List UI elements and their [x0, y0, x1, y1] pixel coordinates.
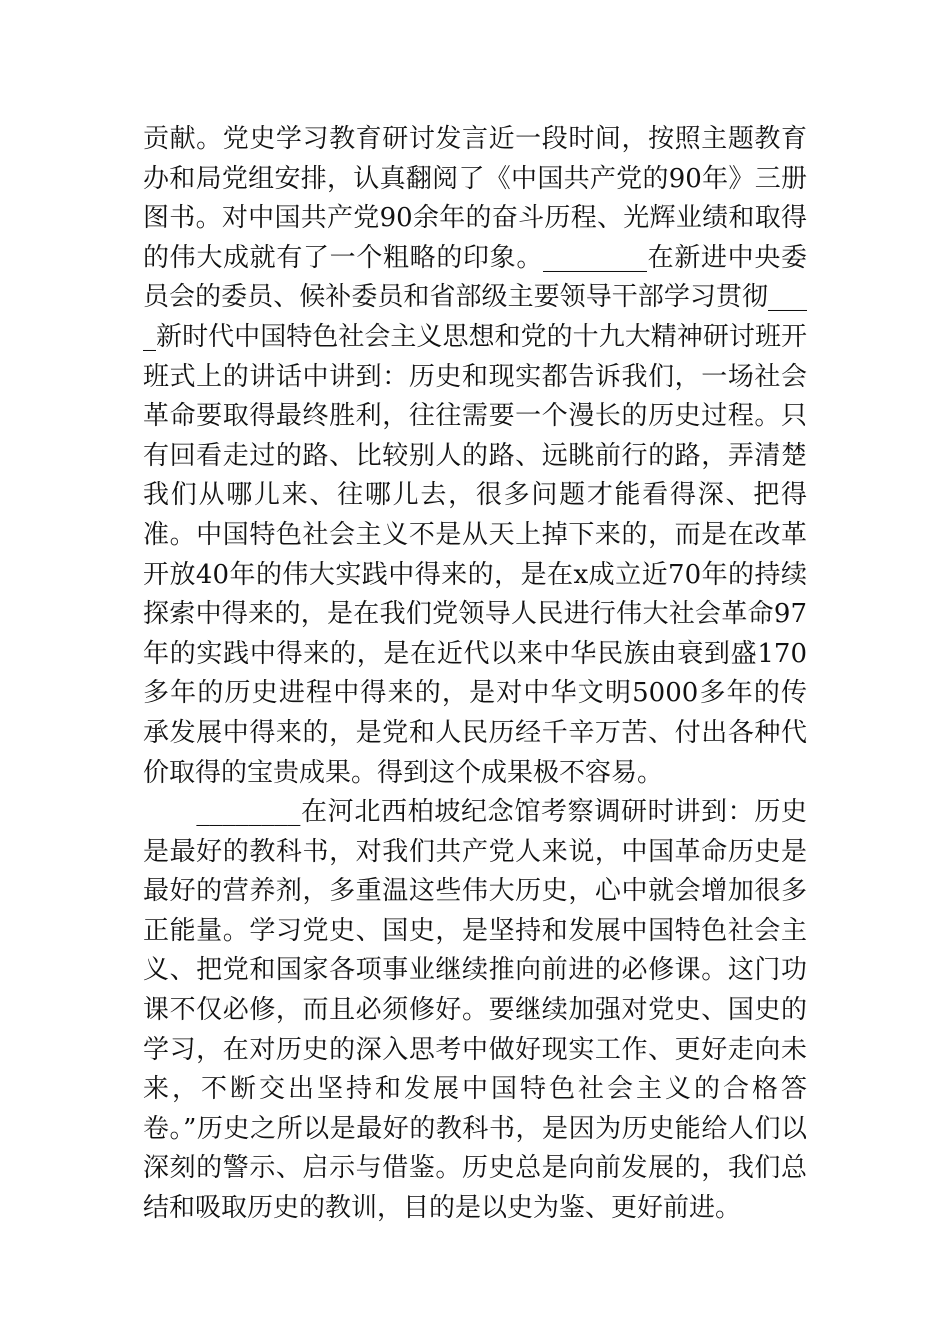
document-body [143, 120, 807, 1229]
paragraph-2: ________在河北西柏坡纪念馆考察调研时讲到：历史是最好的教科书，对我们共产党人来说，中国革命历史是最好的营养剂，多重温这些伟大历史，心中就会增加很多正能量。学习党史、国史，是坚持和发展中国特色社会主义、把党和国家各项事业继续推向前进的必修课。这门功课不仅必修，而且必须修好。要继续加强对党史、国史的学习，在对历史的深入思考中做好现实工作、更好走向未来，不断交出坚持和发展中国特色社会主义的合格答卷。”历史之所以是最好的教科书，是因为历史能给人们以深刻的警示、启示与借鉴。历史总是向前发展的，我们总结和吸取历史的教训，目的是以史为鉴、更好前进。 [143, 797, 807, 1224]
paragraph-1: 贡献。党史学习教育研讨发言近一段时间，按照主题教育办和局党组安排，认真翻阅了《中国共产党的90年》三册图书。对中国共产党90余年的奋斗历程、光辉业绩和取得的伟大成就有了一个粗略的印象。________在新进中央委员会的委员、候补委员和省部级主要领导干部学习贯彻____新时代中国特色社会主义思想和党的十九大精神研讨班开班式上的讲话中讲到：历史和现实都告诉我们，一场社会革命要取得最终胜利，往往需要一个漫长的历史过程。只有回看走过的路、比较别人的路、远眺前行的路，弄清楚我们从哪儿来、往哪儿去，很多问题才能看得深、把得准。中国特色社会主义不是从天上掉下来的，而是在改革开放40年的伟大实践中得来的，是在x成立近70年的持续探索中得来的，是在我们党领导人民进行伟大社会革命97年的实践中得来的，是在近代以来中华民族由衰到盛170多年的历史进程中得来的，是对中华文明5000多年的传承发展中得来的，是党和人民历经千辛万苦、付出各种代价取得的宝贵成果。得到这个成果极不容易。 [143, 124, 807, 788]
